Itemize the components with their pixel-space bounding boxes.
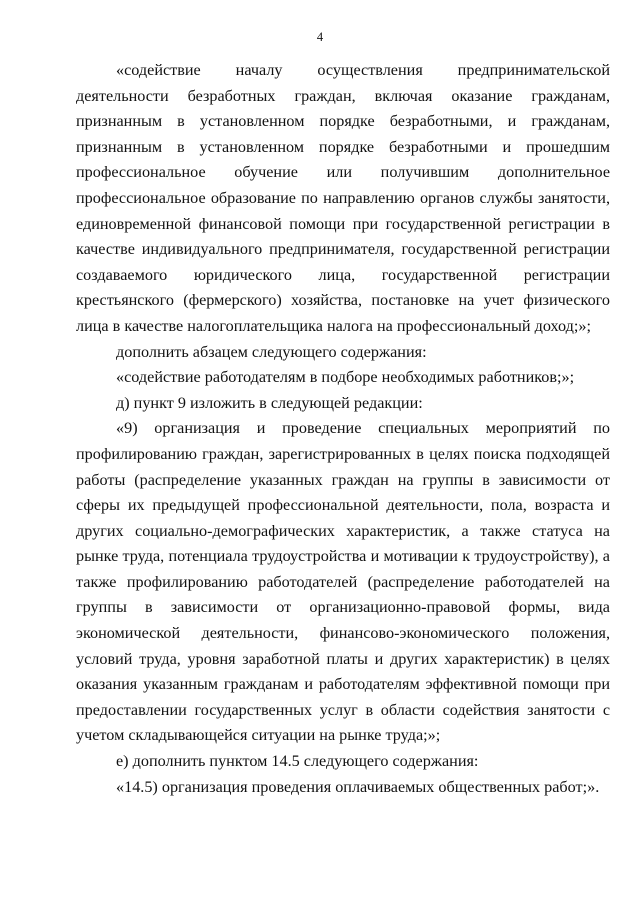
paragraph-business-support: «содействие началу осуществления предпринимательской деятельности безработных граждан, включая оказание гражданам, признанным в установленном порядке безработными, и гражданам, признанным в установленном порядке безработными и прошедшим профессиональное обучение или получившим дополнительное профессиональное образование по направлению органов службы занятости, единовременной финансовой помощи при государственной регистрации в качестве индивидуального предпринимателя, государственной регистрации создаваемого юридического лица, государственной регистрации крестьянского (фермерского) хозяйства, постановке на учет физического лица в качестве налогоплательщика налога на профессиональный доход;»; <box>76 61 610 335</box>
paragraph-add-clause: дополнить абзацем следующего содержания: <box>116 342 427 361</box>
document-body <box>76 58 610 800</box>
paragraph-item-14-5-text: «14.5) организация проведения оплачиваемых общественных работ;». <box>116 777 600 796</box>
paragraph-employer-assistance: «содействие работодателям в подборе необходимых работников;»; <box>116 368 575 387</box>
paragraph-item-9-text: «9) организация и проведение специальных мероприятий по профилированию граждан, зарегистрированных в целях поиска подходящей работы (распределение указанных граждан на группы в зависимости от сферы их предыдущей профессиональной деятельности, пола, возраста и других социально-демографических характеристик, а также статуса на рынке труда, потенциала трудоустройства и мотивации к трудоустройству), а также профилированию работодателей (распределение работодателей на группы в зависимости от организационно-правовой формы, вида экономической деятельности, финансово-экономического положения, условий труда, уровня заработной платы и других характеристик) в целях оказания указанным гражданам и работодателям эффективной помощи при предоставлении государственных услуг в области содействия занятости с учетом складывающейся ситуации на рынке труда;»; <box>76 419 610 745</box>
paragraph-item-14-5-header: е) дополнить пунктом 14.5 следующего содержания: <box>116 752 479 771</box>
page-number: 4 <box>316 30 324 44</box>
paragraph-item-9-header: д) пункт 9 изложить в следующей редакции: <box>116 393 423 412</box>
